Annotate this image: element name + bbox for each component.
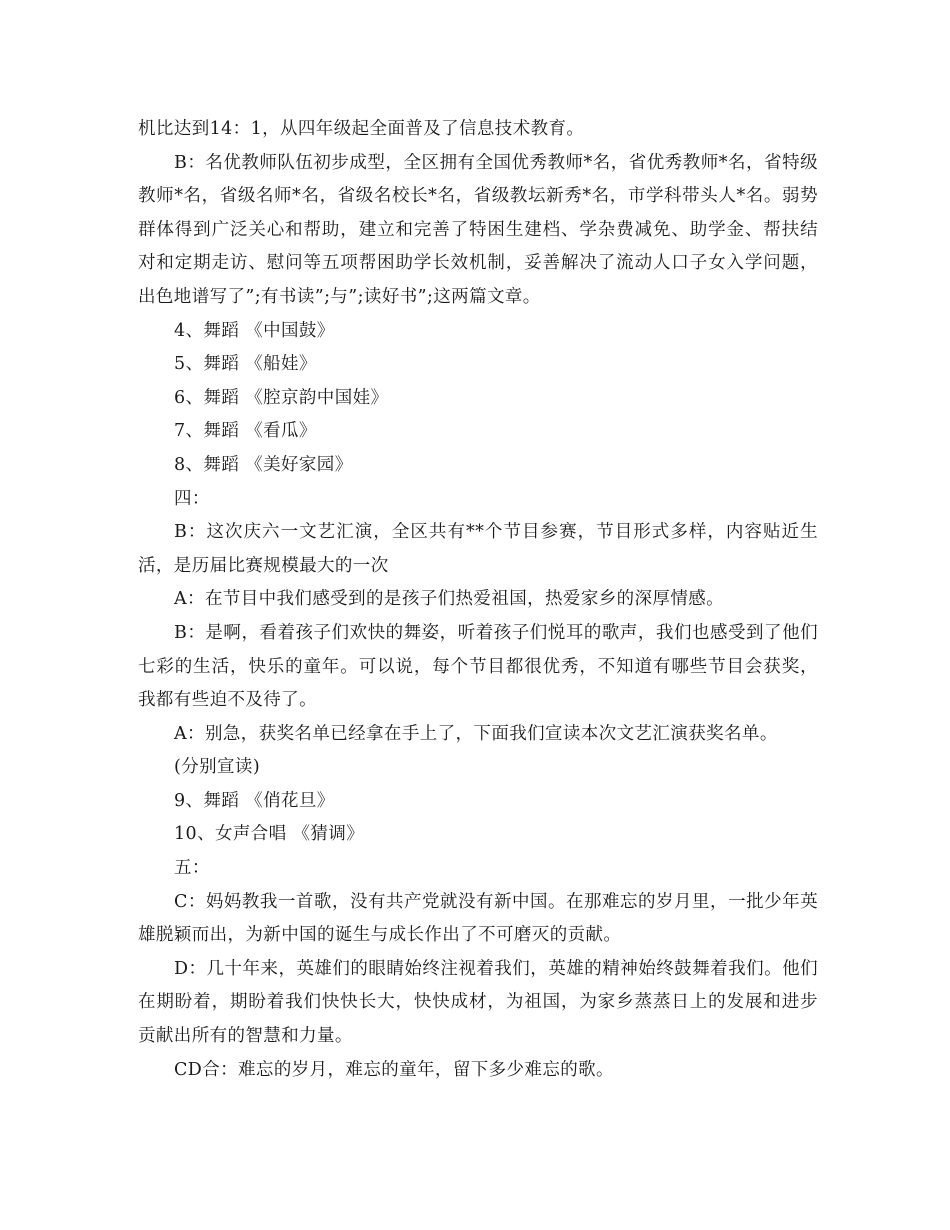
paragraph-a-feelings: A：在节目中我们感受到的是孩子们热爱祖国，热爱家乡的深厚情感。	[174, 589, 725, 610]
section-heading-five: 五：	[174, 858, 210, 879]
paragraph-c-song: C：妈妈教我一首歌，没有共产党就没有新中国。在那难忘的岁月里，一批少年英雄脱颖而出，为新中国的诞生与成长作出了不可磨灭的贡献。	[138, 891, 818, 946]
paragraph-a-awards: A：别急，获奖名单已经拿在手上了，下面我们宣读本次文艺汇演获奖名单。	[174, 723, 778, 744]
paragraph-b-performance: B：这次庆六一文艺汇演，全区共有**个节目参赛，节目形式多样，内容贴近生活，是历届比赛规模最大的一次	[138, 522, 818, 576]
document-body	[138, 113, 818, 1087]
program-item-10: 10、女声合唱 《猜调》	[174, 824, 365, 845]
program-item-6: 6、舞蹈 《腔京韵中国娃》	[174, 387, 389, 408]
paragraph-teachers: B：名优教师队伍初步成型，全区拥有全国优秀教师*名，省优秀教师*名，省特级教师*名，省级名师*名，省级名校长*名，省级教坛新秀*名，市学科带头人*名。弱势群体得到广泛关心和帮助，建立和完善了特困生建档、学杂费减免、助学金、帮扶结对和定期走访、慰问等五项帮困助学长效机制，妥善解决了流动人口子女入学问题，出色地谱写了”;有书读”;与”;读好书”;这两篇文章。	[138, 152, 818, 307]
paragraph-cd-together: CD合：难忘的岁月，难忘的童年，留下多少难忘的歌。	[174, 1059, 614, 1080]
program-item-8: 8、舞蹈 《美好家园》	[174, 454, 353, 475]
program-item-5: 5、舞蹈 《船娃》	[174, 354, 317, 375]
paragraph-continuation: 机比达到14：1，从四年级起全面普及了信息技术教育。	[138, 119, 585, 139]
program-item-4: 4、舞蹈 《中国鼓》	[174, 320, 335, 341]
program-item-9: 9、舞蹈 《俏花旦》	[174, 790, 335, 811]
stage-direction: (分别宣读)	[174, 757, 261, 778]
program-item-7: 7、舞蹈 《看瓜》	[174, 421, 317, 442]
paragraph-d-heroes: D：几十年来，英雄们的眼睛始终注视着我们，英雄的精神始终鼓舞着我们。他们在期盼着，期盼着我们快快长大，快快成材，为祖国，为家乡蒸蒸日上的发展和进步贡献出所有的智慧和力量。	[138, 958, 818, 1047]
section-heading-four: 四：	[174, 488, 210, 509]
paragraph-b-childhood: B：是啊，看着孩子们欢快的舞姿，听着孩子们悦耳的歌声，我们也感受到了他们七彩的生活，快乐的童年。可以说，每个节目都很优秀，不知道有哪些节目会获奖，我都有些迫不及待了。	[138, 622, 818, 711]
